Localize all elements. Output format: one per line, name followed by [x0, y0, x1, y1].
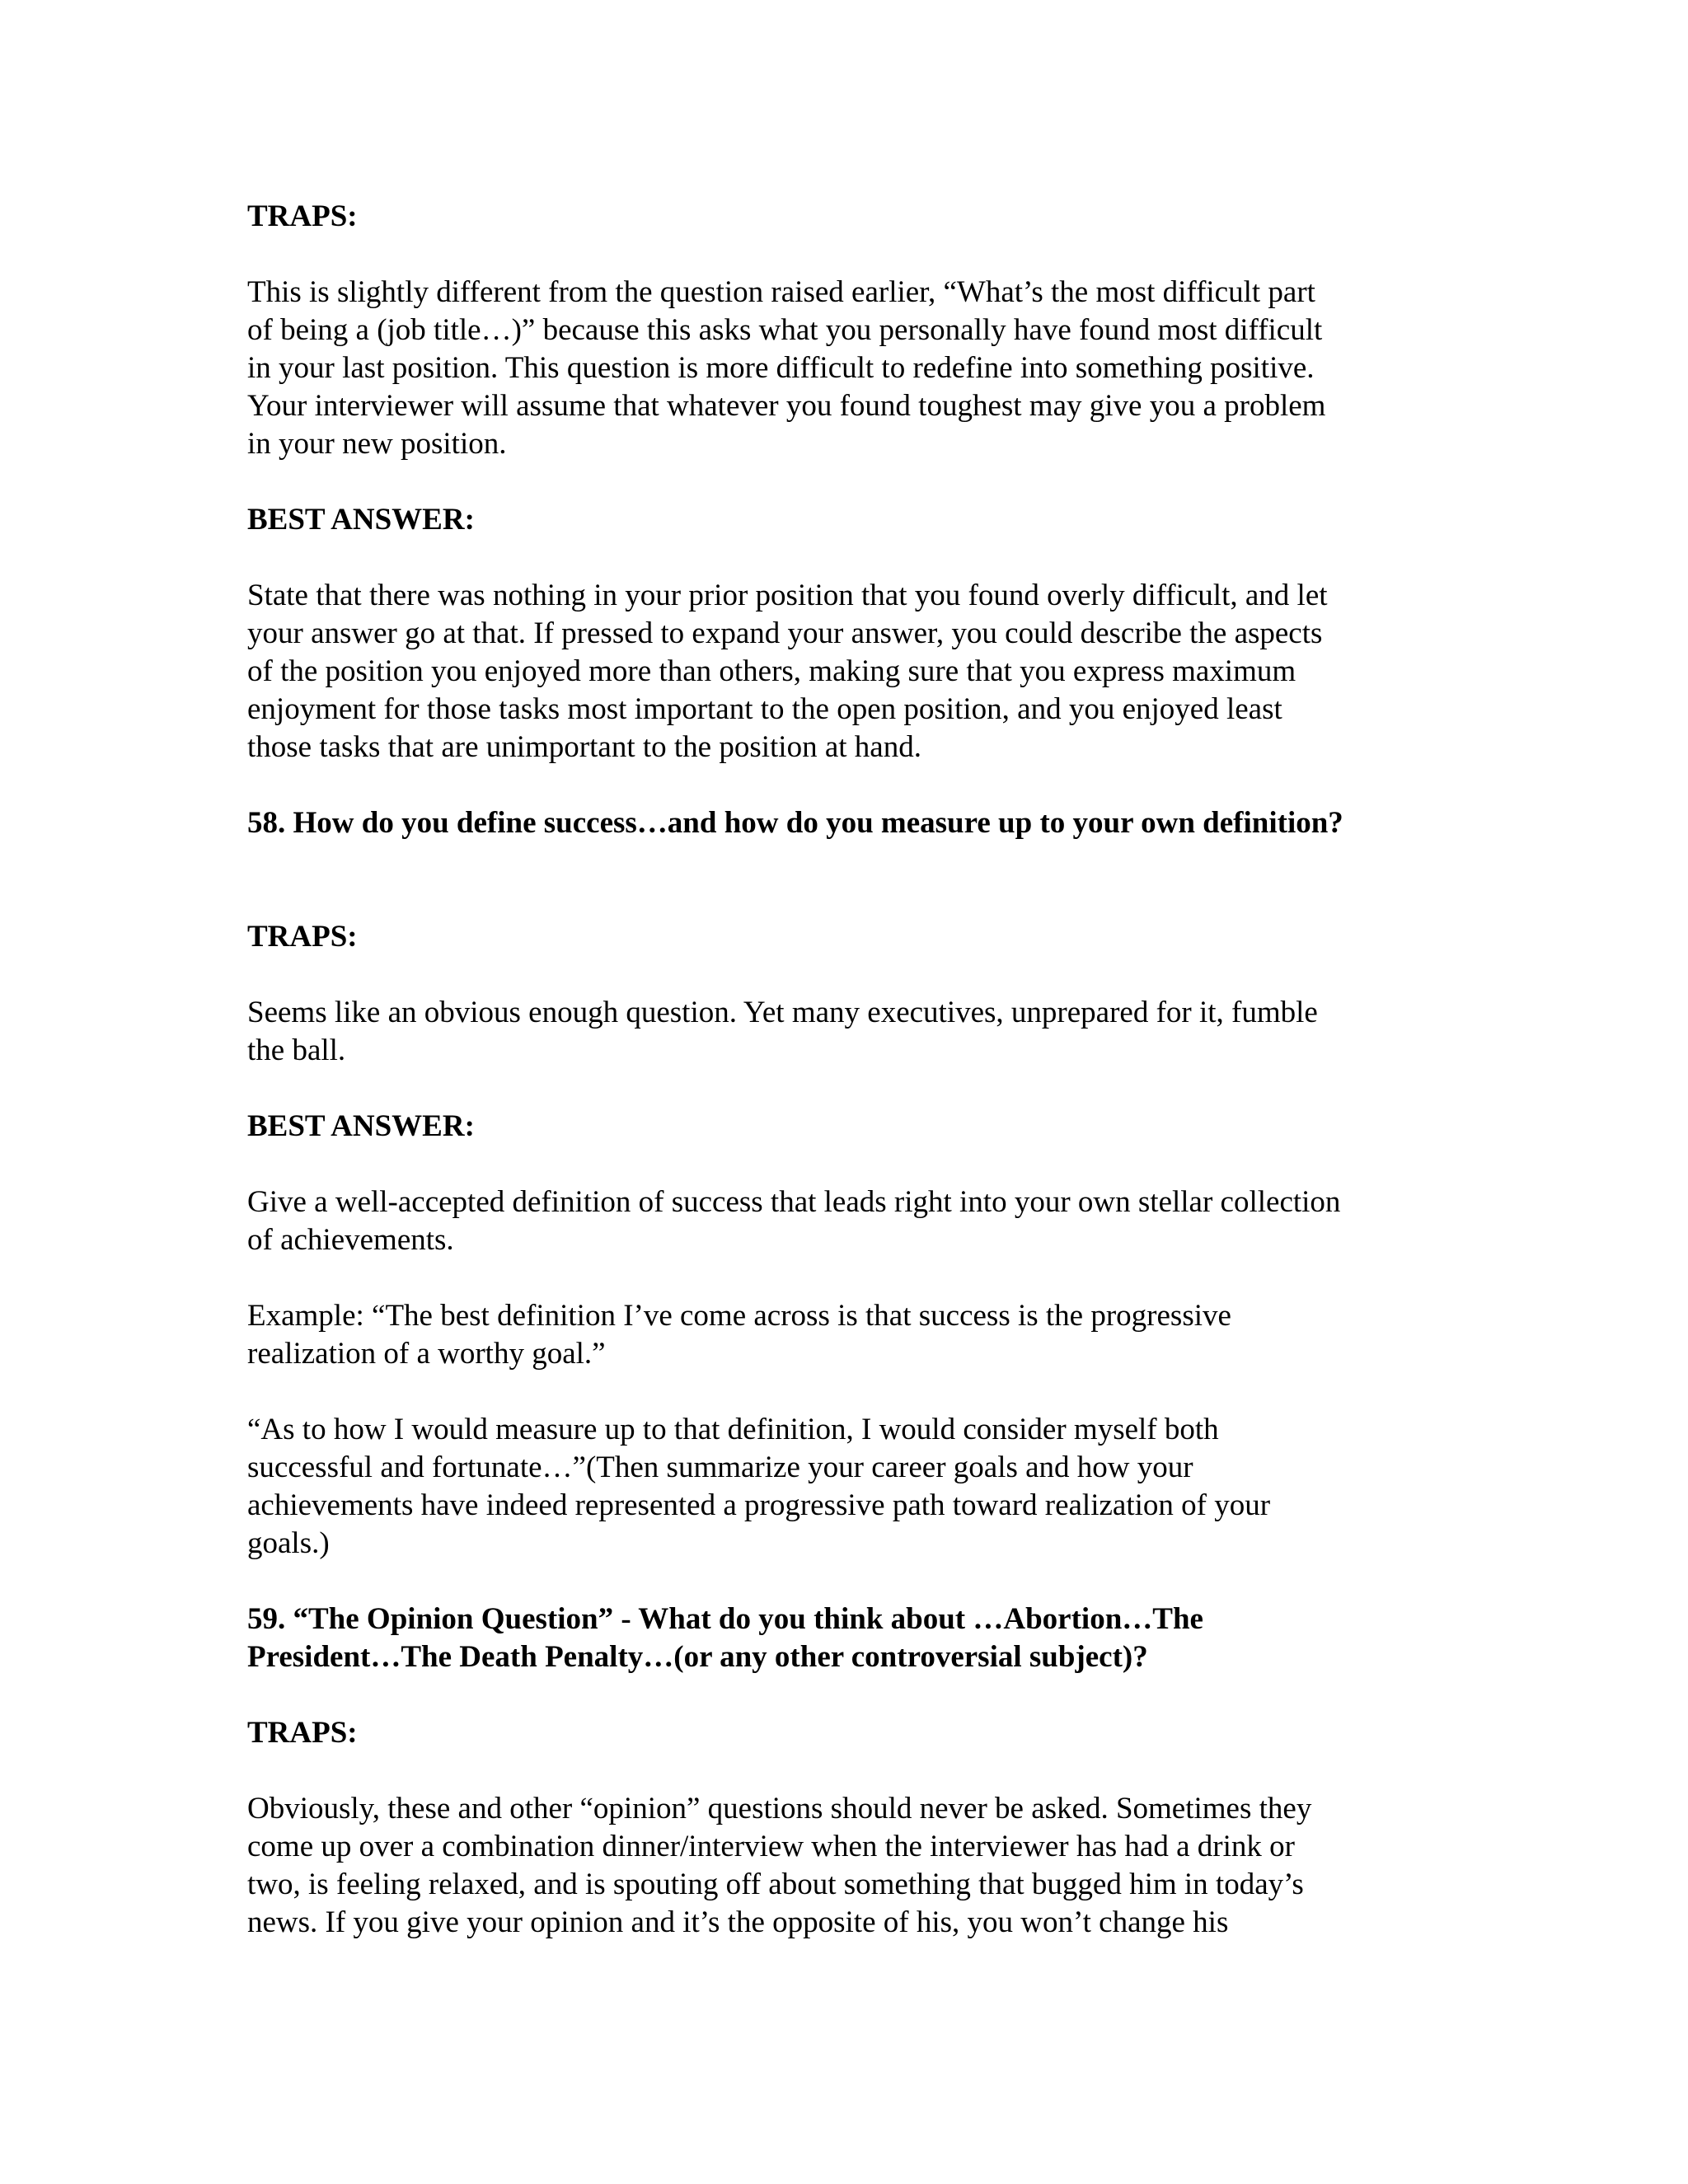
- q58-quote-paragraph: [247, 1411, 1467, 1563]
- text-line: successful and fortunate…”(Then summarize your career goals and how your: [247, 1451, 1193, 1484]
- text-line: State that there was nothing in your prior position that you found overly difficult, and let: [247, 579, 1328, 612]
- traps-paragraph: [247, 274, 1467, 463]
- text-line: This is slightly different from the question raised earlier, “What’s the most difficult part: [247, 275, 1315, 309]
- text-line: enjoyment for those tasks most important to the open position, and you enjoyed least: [247, 692, 1282, 726]
- text-line: Give a well-accepted definition of success that leads right into your own stellar collection: [247, 1185, 1341, 1219]
- page-content: [247, 198, 1467, 1980]
- text-line: “As to how I would measure up to that definition, I would consider myself both: [247, 1413, 1219, 1446]
- text-line: realization of a worthy goal.”: [247, 1337, 606, 1371]
- q59-traps-heading: TRAPS:: [247, 1716, 358, 1750]
- text-line: goals.): [247, 1526, 330, 1560]
- text-line: come up over a combination dinner/interview when the interviewer has had a drink or: [247, 1830, 1295, 1863]
- q59-traps-paragraph: [247, 1790, 1467, 1942]
- text-line: Example: “The best definition I’ve come across is that success is the progressive: [247, 1299, 1231, 1333]
- question-59-heading: [247, 1601, 1467, 1676]
- text-line: Seems like an obvious enough question. Yet many executives, unprepared for it, fumble: [247, 996, 1318, 1029]
- traps-heading: TRAPS:: [247, 199, 358, 233]
- heading-line: President…The Death Penalty…(or any other controversial subject)?: [247, 1640, 1148, 1674]
- text-line: in your new position.: [247, 427, 507, 461]
- text-line: the ball.: [247, 1033, 346, 1067]
- text-line: of achievements.: [247, 1223, 454, 1257]
- heading-line: 59. “The Opinion Question” - What do you think about …Abortion…The: [247, 1602, 1203, 1636]
- text-line: achievements have indeed represented a progressive path toward realization of your: [247, 1488, 1271, 1522]
- text-line: those tasks that are unimportant to the position at hand.: [247, 730, 921, 764]
- text-line: of the position you enjoyed more than others, making sure that you express maximum: [247, 654, 1296, 688]
- q58-best-answer-heading: BEST ANSWER:: [247, 1109, 475, 1143]
- q58-traps-paragraph: [247, 994, 1467, 1070]
- text-line: your answer go at that. If pressed to expand your answer, you could describe the aspects: [247, 616, 1323, 650]
- text-line: Obviously, these and other “opinion” questions should never be asked. Sometimes they: [247, 1792, 1312, 1825]
- text-line: of being a (job title…)” because this asks what you personally have found most difficult: [247, 313, 1323, 347]
- text-line: Your interviewer will assume that whatever you found toughest may give you a problem: [247, 389, 1326, 423]
- question-58-heading: 58. How do you define success…and how do you measure up to your own definition?: [247, 806, 1343, 840]
- best-answer-heading: BEST ANSWER:: [247, 503, 475, 537]
- q58-traps-heading: TRAPS:: [247, 920, 358, 954]
- text-line: two, is feeling relaxed, and is spouting off about something that bugged him in today’s: [247, 1868, 1304, 1901]
- text-line: in your last position. This question is more difficult to redefine into something positive.: [247, 351, 1315, 385]
- text-line: news. If you give your opinion and it’s the opposite of his, you won’t change his: [247, 1905, 1229, 1939]
- best-answer-paragraph: [247, 577, 1467, 766]
- q58-answer-paragraph: [247, 1183, 1467, 1259]
- q58-example-paragraph: [247, 1297, 1467, 1373]
